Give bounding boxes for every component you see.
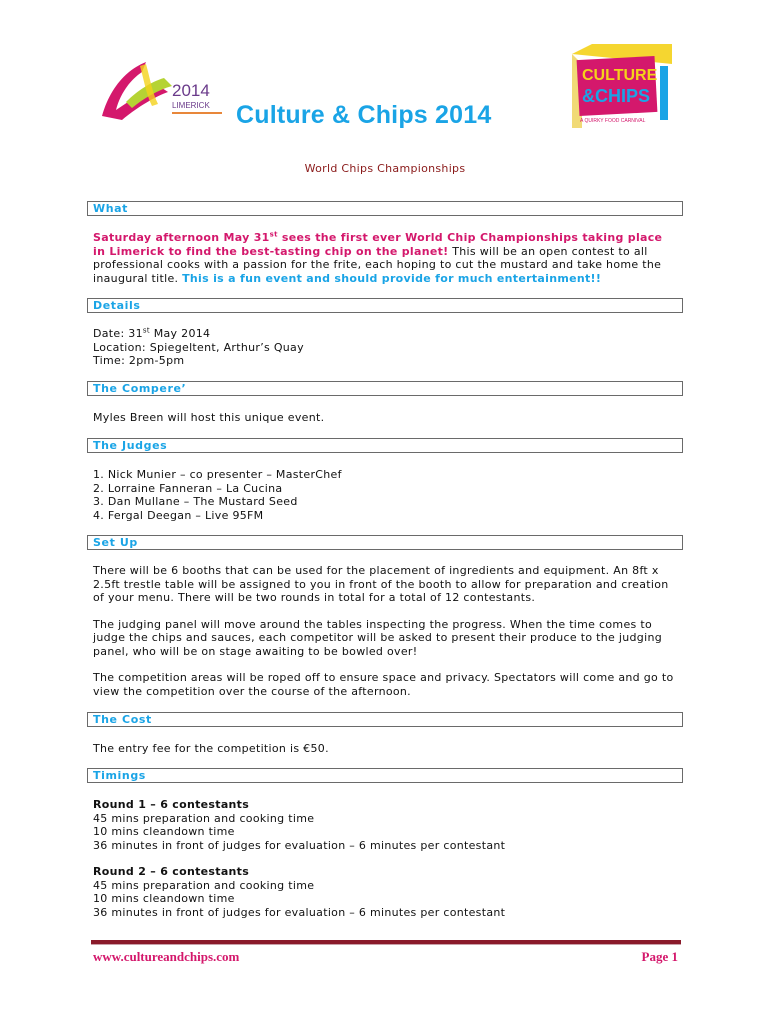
- list-item: 3. Dan Mullane – The Mustard Seed: [93, 495, 298, 508]
- compere-text: Myles Breen will host this unique event.: [93, 411, 325, 424]
- section-heading-judges: The Judges: [87, 438, 683, 453]
- svg-text:A QUIRKY FOOD CARNIVAL: A QUIRKY FOOD CARNIVAL: [580, 118, 646, 124]
- list-item: 2. Lorraine Fanneran – La Cucina: [93, 481, 283, 495]
- section-heading-setup: Set Up: [87, 535, 683, 550]
- footer-divider: [91, 940, 681, 945]
- details-time: Time: 2pm-5pm: [93, 354, 185, 367]
- svg-text:CULTURE: CULTURE: [582, 67, 658, 84]
- details-body: [93, 327, 678, 368]
- section-heading-cost: The Cost: [87, 712, 683, 727]
- section-heading-details: Details: [87, 298, 683, 313]
- page-title: Culture & Chips 2014: [236, 101, 492, 129]
- cost-text: The entry fee for the competition is €50.: [93, 742, 329, 755]
- list-item: 4. Fergal Deegan – Live 95FM: [93, 508, 264, 522]
- what-lead-blue: This is a fun event and should provide for much entertainment!!: [182, 271, 602, 285]
- timings-body: [93, 798, 678, 919]
- round-title: Round 2 – 6 contestants: [93, 865, 250, 878]
- limerick-2014-logo: [96, 58, 236, 126]
- what-lead-sup: st: [269, 230, 278, 239]
- setup-paragraph: The judging panel will move around the tables inspecting the progress. When the time comes to judge the chips and sauces, each competitor will be asked to present their produce to the judging panel, who will be on stage awaiting to be bowled over!: [93, 617, 662, 658]
- setup-body: [93, 564, 678, 698]
- what-lead-b: sees the first ever World Chip Championships taking place in Limerick to find the best-tasting chip on the planet!: [93, 231, 663, 258]
- section-heading-what: What: [87, 201, 683, 216]
- footer-website-link[interactable]: www.cultureandchips.com: [93, 949, 240, 964]
- details-location: Location: Spiegeltent, Arthur’s Quay: [93, 340, 304, 354]
- judges-list: [93, 468, 678, 522]
- round-line: 45 mins preparation and cooking time: [93, 878, 315, 892]
- section-heading-compere: The Compere’: [87, 381, 683, 396]
- what-body: [93, 231, 678, 285]
- round-line: 36 minutes in front of judges for evaluation – 6 minutes per contestant: [93, 838, 506, 852]
- round-title: Round 1 – 6 contestants: [93, 798, 250, 811]
- page-subtitle: World Chips Championships: [304, 162, 466, 175]
- round-line: 10 mins cleandown time: [93, 892, 235, 905]
- what-lead-normal: This will be an open contest to all professional cooks with a passion for the frite, each hoping to cut the mustard and take home the inaugural title.: [93, 244, 662, 285]
- what-lead-a: Saturday afternoon May 31: [93, 231, 270, 244]
- svg-text:2014: 2014: [172, 81, 210, 100]
- culture-and-chips-logo: [572, 44, 672, 128]
- section-heading-timings: Timings: [87, 768, 683, 783]
- footer-page-number: Page 1: [641, 949, 678, 964]
- details-date: Date: 31st May 2014: [93, 326, 211, 340]
- round-line: 10 mins cleandown time: [93, 825, 235, 838]
- list-item: 1. Nick Munier – co presenter – MasterChef: [93, 468, 342, 481]
- round-line: 45 mins preparation and cooking time: [93, 811, 315, 825]
- setup-paragraph: The competition areas will be roped off to ensure space and privacy. Spectators will come and go to view the competition over the course of the afternoon.: [93, 671, 674, 698]
- setup-paragraph: There will be 6 booths that can be used for the placement of ingredients and equipment. An 8ft x 2.5ft trestle table will be assigned to you in front of the booth to allow for preparation and creation of your menu. There will be two rounds in total for a total of 12 contestants.: [93, 564, 669, 604]
- svg-text:&CHIPS: &CHIPS: [582, 86, 651, 106]
- round-line: 36 minutes in front of judges for evaluation – 6 minutes per contestant: [93, 905, 506, 919]
- svg-text:LIMERICK: LIMERICK: [172, 101, 210, 110]
